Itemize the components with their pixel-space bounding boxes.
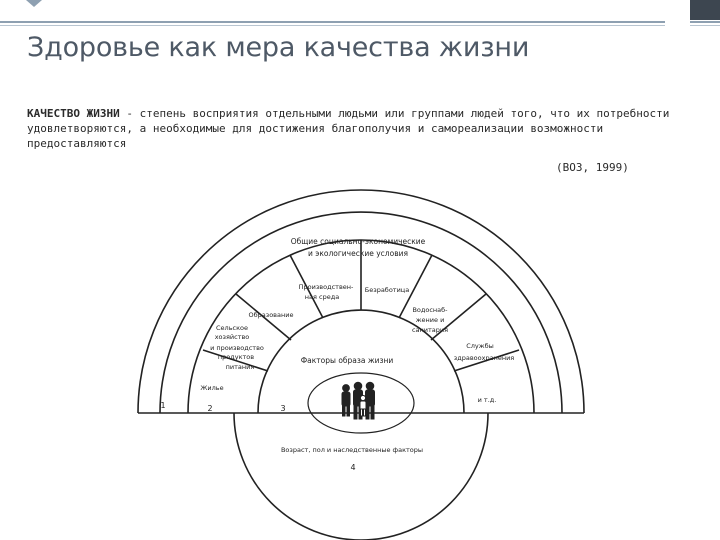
ring-number-4: 4 — [350, 463, 356, 472]
label-work-env-2: ная среда — [304, 293, 340, 301]
label-agri-4: продуктов — [217, 353, 255, 361]
ring-number-3: 3 — [280, 404, 286, 413]
label-health-1: Службы — [466, 342, 494, 350]
label-water-2: жение и — [415, 316, 445, 324]
label-water-1: Водоснаб- — [412, 306, 448, 314]
outer-ring-label-2: и экологические условия — [307, 249, 409, 258]
core-semicircle — [234, 413, 488, 540]
source-citation: (ВОЗ, 1999) — [556, 161, 629, 174]
label-agri-1: Сельское — [216, 324, 248, 332]
label-agri-2: хозяйство — [214, 333, 250, 341]
label-work-env-1: Производствен- — [298, 283, 354, 291]
ring-number-1: 1 — [160, 401, 166, 410]
ring-number-2: 2 — [207, 404, 213, 413]
label-agri-3: и производство — [210, 344, 264, 352]
label-core: Возраст, пол и наследственные факторы — [280, 446, 424, 454]
label-unemployment: Безработица — [364, 286, 410, 294]
definition-term: КАЧЕСТВО ЖИЗНИ — [27, 107, 120, 120]
label-lifestyle: Факторы образа жизни — [300, 356, 394, 365]
outer-ring-label-1: Общие социально-экономические — [290, 237, 426, 246]
label-agri-5: питания — [225, 363, 255, 371]
label-education: Образование — [248, 311, 294, 319]
definition-text: - степень восприятия отдельными людьми или группами людей того, что их потребности удовлетворяются, а необходимые для достижения благополучия и самореализации возможности предоставляются — [27, 107, 670, 150]
label-etc: и т.д. — [477, 396, 497, 404]
label-housing: Жилье — [200, 384, 224, 392]
label-water-3: санитария — [411, 326, 449, 334]
label-health-2: здравоохранения — [453, 354, 515, 362]
slide-title: Здоровье как мера качества жизни — [27, 32, 530, 63]
